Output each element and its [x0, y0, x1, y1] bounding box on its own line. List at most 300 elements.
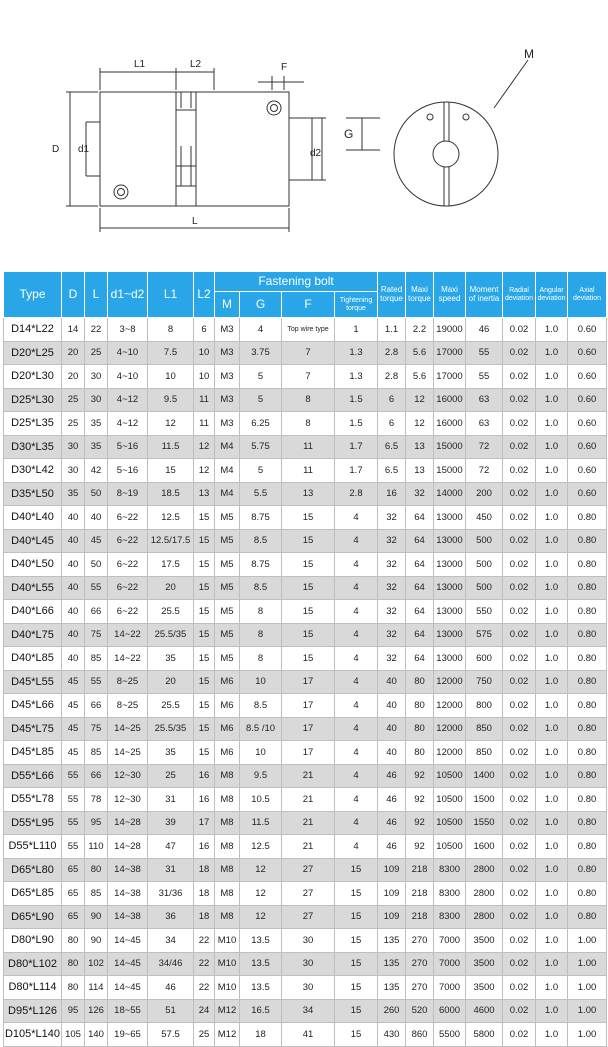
label-d2: d2 — [310, 148, 322, 159]
cell-radial-deviation: 0.02 — [503, 764, 536, 788]
cell-d1-d2: 6~22 — [108, 529, 148, 553]
cell-type: D55*L95 — [4, 811, 62, 835]
cell-L2: 15 — [194, 576, 215, 600]
cell-maxi-speed: 8300 — [434, 882, 466, 906]
cell-radial-deviation: 0.02 — [503, 741, 536, 765]
cell-maxi-torque: 12 — [406, 388, 434, 412]
cell-maxi-speed: 10500 — [434, 835, 466, 859]
cell-radial-deviation: 0.02 — [503, 459, 536, 483]
cell-angular-deviation: 1.0 — [536, 388, 568, 412]
cell-maxi-speed: 10500 — [434, 811, 466, 835]
cell-radial-deviation: 0.02 — [503, 553, 536, 577]
cell-L2: 15 — [194, 506, 215, 530]
cell-G: 8.5 — [240, 694, 282, 718]
cell-type: D80*L90 — [4, 929, 62, 953]
table-row — [4, 482, 607, 506]
cell-L: 78 — [85, 788, 108, 812]
cell-M: M8 — [215, 811, 240, 835]
cell-type: D105*L140 — [4, 1023, 62, 1047]
header-maxi-speed: Maxi speed — [434, 272, 466, 318]
cell-F: 21 — [282, 788, 335, 812]
header-axial-deviation: Axial deviation — [568, 272, 607, 318]
cell-angular-deviation: 1.0 — [536, 365, 568, 389]
cell-D: 40 — [62, 600, 85, 624]
cell-tightening-torque: 15 — [335, 1023, 378, 1047]
cell-d1-d2: 8~25 — [108, 694, 148, 718]
cell-d1-d2: 14~22 — [108, 623, 148, 647]
cell-rated-torque: 135 — [378, 952, 406, 976]
cell-L2: 6 — [194, 318, 215, 342]
cell-G: 5.5 — [240, 482, 282, 506]
cell-type: D30*L42 — [4, 459, 62, 483]
cell-angular-deviation: 1.0 — [536, 506, 568, 530]
cell-M: M8 — [215, 788, 240, 812]
table-row — [4, 600, 607, 624]
label-F: F — [281, 62, 288, 73]
cell-M: M6 — [215, 694, 240, 718]
header-radial-deviation: Radial deviation — [503, 272, 536, 318]
cell-maxi-torque: 860 — [406, 1023, 434, 1047]
cell-D: 14 — [62, 318, 85, 342]
cell-rated-torque: 6 — [378, 412, 406, 436]
cell-maxi-speed: 10500 — [434, 764, 466, 788]
cell-G: 5 — [240, 365, 282, 389]
cell-L2: 16 — [194, 764, 215, 788]
cell-moment-of-inertia: 2800 — [466, 858, 503, 882]
cell-D: 55 — [62, 811, 85, 835]
cell-maxi-torque: 64 — [406, 647, 434, 671]
cell-maxi-speed: 13000 — [434, 553, 466, 577]
cell-angular-deviation: 1.0 — [536, 576, 568, 600]
cell-type: D35*L50 — [4, 482, 62, 506]
cell-M: M6 — [215, 717, 240, 741]
cell-radial-deviation: 0.02 — [503, 576, 536, 600]
cell-L1: 17.5 — [148, 553, 194, 577]
cell-M: M3 — [215, 412, 240, 436]
cell-tightening-torque: 15 — [335, 976, 378, 1000]
cell-tightening-torque: 15 — [335, 952, 378, 976]
header-M: M — [215, 292, 240, 318]
cell-tightening-torque: 4 — [335, 553, 378, 577]
cell-L: 140 — [85, 1023, 108, 1047]
cell-F: Top wire type — [282, 318, 335, 342]
cell-radial-deviation: 0.02 — [503, 694, 536, 718]
cell-M: M12 — [215, 1023, 240, 1047]
cell-G: 8.75 — [240, 553, 282, 577]
cell-L: 110 — [85, 835, 108, 859]
cell-G: 18 — [240, 1023, 282, 1047]
cell-d1-d2: 5~16 — [108, 459, 148, 483]
header-tightening-torque: Tightening torque — [335, 292, 378, 318]
cell-L: 66 — [85, 600, 108, 624]
cell-axial-deviation: 0.80 — [568, 905, 607, 929]
cell-L1: 9.5 — [148, 388, 194, 412]
cell-radial-deviation: 0.02 — [503, 717, 536, 741]
cell-maxi-speed: 13000 — [434, 600, 466, 624]
cell-rated-torque: 109 — [378, 882, 406, 906]
cell-rated-torque: 16 — [378, 482, 406, 506]
cell-angular-deviation: 1.0 — [536, 788, 568, 812]
cell-type: D40*L45 — [4, 529, 62, 553]
cell-M: M5 — [215, 553, 240, 577]
cell-D: 25 — [62, 412, 85, 436]
cell-tightening-torque: 4 — [335, 694, 378, 718]
cell-radial-deviation: 0.02 — [503, 858, 536, 882]
header-d1-d2: d1~d2 — [108, 272, 148, 318]
cell-d1-d2: 6~22 — [108, 506, 148, 530]
cell-D: 80 — [62, 952, 85, 976]
table-row — [4, 553, 607, 577]
cell-maxi-speed: 17000 — [434, 341, 466, 365]
cell-L1: 31 — [148, 788, 194, 812]
cell-angular-deviation: 1.0 — [536, 553, 568, 577]
cell-angular-deviation: 1.0 — [536, 482, 568, 506]
cell-M: M3 — [215, 365, 240, 389]
cell-L1: 12.5/17.5 — [148, 529, 194, 553]
cell-type: D55*L78 — [4, 788, 62, 812]
table-row — [4, 365, 607, 389]
cell-L: 55 — [85, 576, 108, 600]
cell-maxi-speed: 13000 — [434, 506, 466, 530]
cell-moment-of-inertia: 450 — [466, 506, 503, 530]
cell-moment-of-inertia: 550 — [466, 600, 503, 624]
cell-maxi-torque: 13 — [406, 435, 434, 459]
cell-type: D80*L102 — [4, 952, 62, 976]
cell-tightening-torque: 4 — [335, 529, 378, 553]
cell-d1-d2: 14~38 — [108, 858, 148, 882]
cell-tightening-torque: 1 — [335, 318, 378, 342]
cell-radial-deviation: 0.02 — [503, 412, 536, 436]
table-row — [4, 952, 607, 976]
cell-G: 3.75 — [240, 341, 282, 365]
cell-axial-deviation: 1.00 — [568, 976, 607, 1000]
cell-d1-d2: 4~12 — [108, 388, 148, 412]
cell-maxi-torque: 270 — [406, 929, 434, 953]
cell-F: 30 — [282, 976, 335, 1000]
cell-L2: 22 — [194, 952, 215, 976]
table-row — [4, 788, 607, 812]
cell-radial-deviation: 0.02 — [503, 600, 536, 624]
cell-L2: 22 — [194, 976, 215, 1000]
cell-axial-deviation: 0.80 — [568, 576, 607, 600]
cell-rated-torque: 260 — [378, 999, 406, 1023]
cell-rated-torque: 430 — [378, 1023, 406, 1047]
cell-maxi-torque: 2.2 — [406, 318, 434, 342]
cell-L2: 15 — [194, 670, 215, 694]
table-row — [4, 882, 607, 906]
cell-L: 50 — [85, 553, 108, 577]
cell-F: 30 — [282, 929, 335, 953]
cell-moment-of-inertia: 750 — [466, 670, 503, 694]
cell-M: M5 — [215, 529, 240, 553]
cell-G: 11.5 — [240, 811, 282, 835]
cell-angular-deviation: 1.0 — [536, 459, 568, 483]
cell-moment-of-inertia: 850 — [466, 741, 503, 765]
cell-type: D25*L30 — [4, 388, 62, 412]
cell-L2: 22 — [194, 929, 215, 953]
cell-maxi-speed: 7000 — [434, 952, 466, 976]
cell-G: 4 — [240, 318, 282, 342]
cell-G: 12.5 — [240, 835, 282, 859]
cell-radial-deviation: 0.02 — [503, 482, 536, 506]
cell-radial-deviation: 0.02 — [503, 952, 536, 976]
cell-L: 22 — [85, 318, 108, 342]
cell-L1: 15 — [148, 459, 194, 483]
cell-type: D55*L110 — [4, 835, 62, 859]
cell-rated-torque: 46 — [378, 788, 406, 812]
cell-d1-d2: 14~45 — [108, 976, 148, 1000]
cell-moment-of-inertia: 2800 — [466, 905, 503, 929]
cell-L2: 25 — [194, 1023, 215, 1047]
label-G: G — [344, 127, 354, 141]
cell-axial-deviation: 0.80 — [568, 764, 607, 788]
table-row — [4, 647, 607, 671]
cell-type: D40*L75 — [4, 623, 62, 647]
cell-d1-d2: 14~45 — [108, 929, 148, 953]
cell-axial-deviation: 1.00 — [568, 999, 607, 1023]
cell-M: M8 — [215, 905, 240, 929]
cell-L2: 10 — [194, 365, 215, 389]
cell-moment-of-inertia: 63 — [466, 388, 503, 412]
cell-G: 6.25 — [240, 412, 282, 436]
cell-radial-deviation: 0.02 — [503, 905, 536, 929]
cell-G: 8 — [240, 623, 282, 647]
cell-radial-deviation: 0.02 — [503, 388, 536, 412]
cell-L1: 36 — [148, 905, 194, 929]
cell-maxi-torque: 64 — [406, 600, 434, 624]
cell-type: D40*L50 — [4, 553, 62, 577]
cell-radial-deviation: 0.02 — [503, 788, 536, 812]
cell-L: 35 — [85, 435, 108, 459]
cell-F: 27 — [282, 882, 335, 906]
cell-L: 30 — [85, 365, 108, 389]
cell-L2: 18 — [194, 882, 215, 906]
cell-maxi-torque: 218 — [406, 905, 434, 929]
cell-radial-deviation: 0.02 — [503, 365, 536, 389]
cell-M: M4 — [215, 435, 240, 459]
cell-axial-deviation: 0.80 — [568, 670, 607, 694]
cell-rated-torque: 6 — [378, 388, 406, 412]
cell-axial-deviation: 0.80 — [568, 717, 607, 741]
table-row — [4, 623, 607, 647]
cell-L: 85 — [85, 882, 108, 906]
cell-maxi-torque: 80 — [406, 717, 434, 741]
cell-moment-of-inertia: 3500 — [466, 929, 503, 953]
cell-moment-of-inertia: 2800 — [466, 882, 503, 906]
cell-rated-torque: 32 — [378, 623, 406, 647]
cell-axial-deviation: 0.80 — [568, 811, 607, 835]
cell-L2: 12 — [194, 435, 215, 459]
cell-radial-deviation: 0.02 — [503, 1023, 536, 1047]
cell-L: 30 — [85, 388, 108, 412]
cell-d1-d2: 18~55 — [108, 999, 148, 1023]
cell-maxi-speed: 14000 — [434, 482, 466, 506]
cell-M: M5 — [215, 576, 240, 600]
cell-radial-deviation: 0.02 — [503, 435, 536, 459]
cell-D: 80 — [62, 976, 85, 1000]
cell-D: 40 — [62, 529, 85, 553]
cell-angular-deviation: 1.0 — [536, 741, 568, 765]
cell-L2: 11 — [194, 412, 215, 436]
cell-M: M8 — [215, 882, 240, 906]
cell-F: 21 — [282, 811, 335, 835]
cell-moment-of-inertia: 46 — [466, 318, 503, 342]
cell-tightening-torque: 4 — [335, 835, 378, 859]
cell-d1-d2: 14~28 — [108, 835, 148, 859]
cell-M: M6 — [215, 741, 240, 765]
label-L2: L2 — [190, 59, 202, 70]
cell-F: 17 — [282, 694, 335, 718]
cell-D: 45 — [62, 741, 85, 765]
cell-maxi-torque: 64 — [406, 553, 434, 577]
label-d1: d1 — [78, 144, 90, 155]
cell-L1: 57.5 — [148, 1023, 194, 1047]
cell-L2: 16 — [194, 835, 215, 859]
cell-axial-deviation: 0.60 — [568, 412, 607, 436]
cell-maxi-speed: 16000 — [434, 412, 466, 436]
cell-M: M5 — [215, 623, 240, 647]
cell-d1-d2: 4~10 — [108, 341, 148, 365]
cell-rated-torque: 135 — [378, 976, 406, 1000]
cell-L1: 31 — [148, 858, 194, 882]
cell-F: 21 — [282, 764, 335, 788]
cell-d1-d2: 12~30 — [108, 764, 148, 788]
cell-L1: 34/46 — [148, 952, 194, 976]
cell-L2: 15 — [194, 694, 215, 718]
header-L1: L1 — [148, 272, 194, 318]
cell-L2: 11 — [194, 388, 215, 412]
cell-type: D14*L22 — [4, 318, 62, 342]
cell-D: 40 — [62, 647, 85, 671]
cell-axial-deviation: 0.80 — [568, 835, 607, 859]
cell-axial-deviation: 0.80 — [568, 623, 607, 647]
cell-maxi-torque: 520 — [406, 999, 434, 1023]
cell-rated-torque: 46 — [378, 835, 406, 859]
cell-type: D45*L66 — [4, 694, 62, 718]
cell-tightening-torque: 1.3 — [335, 365, 378, 389]
cell-maxi-torque: 13 — [406, 459, 434, 483]
cell-tightening-torque: 15 — [335, 929, 378, 953]
cell-L1: 35 — [148, 741, 194, 765]
cell-maxi-torque: 270 — [406, 976, 434, 1000]
cell-moment-of-inertia: 72 — [466, 459, 503, 483]
cell-rated-torque: 32 — [378, 576, 406, 600]
table-row — [4, 694, 607, 718]
cell-rated-torque: 32 — [378, 600, 406, 624]
cell-moment-of-inertia: 1550 — [466, 811, 503, 835]
label-D: D — [52, 144, 60, 155]
cell-d1-d2: 14~25 — [108, 717, 148, 741]
cell-angular-deviation: 1.0 — [536, 435, 568, 459]
cell-angular-deviation: 1.0 — [536, 529, 568, 553]
cell-F: 41 — [282, 1023, 335, 1047]
cell-F: 17 — [282, 670, 335, 694]
cell-M: M3 — [215, 318, 240, 342]
cell-type: D40*L85 — [4, 647, 62, 671]
cell-moment-of-inertia: 4600 — [466, 999, 503, 1023]
cell-angular-deviation: 1.0 — [536, 952, 568, 976]
cell-tightening-torque: 4 — [335, 788, 378, 812]
cell-tightening-torque: 4 — [335, 647, 378, 671]
cell-moment-of-inertia: 1600 — [466, 835, 503, 859]
cell-M: M10 — [215, 929, 240, 953]
cell-L1: 25 — [148, 764, 194, 788]
cell-M: M10 — [215, 952, 240, 976]
cell-L1: 20 — [148, 576, 194, 600]
cell-moment-of-inertia: 575 — [466, 623, 503, 647]
header-maxi-torque: Maxi torque — [406, 272, 434, 318]
cell-angular-deviation: 1.0 — [536, 412, 568, 436]
cell-tightening-torque: 1.7 — [335, 459, 378, 483]
cell-D: 95 — [62, 999, 85, 1023]
header-fastening-bolt: Fastening bolt — [215, 272, 378, 292]
cell-moment-of-inertia: 5800 — [466, 1023, 503, 1047]
cell-angular-deviation: 1.0 — [536, 647, 568, 671]
cell-L2: 18 — [194, 858, 215, 882]
table-row — [4, 670, 607, 694]
cell-maxi-speed: 6000 — [434, 999, 466, 1023]
cell-F: 27 — [282, 858, 335, 882]
cell-rated-torque: 40 — [378, 670, 406, 694]
cell-tightening-torque: 1.3 — [335, 341, 378, 365]
cell-maxi-speed: 15000 — [434, 435, 466, 459]
cell-axial-deviation: 0.60 — [568, 388, 607, 412]
cell-M: M5 — [215, 506, 240, 530]
cell-L1: 20 — [148, 670, 194, 694]
cell-d1-d2: 3~8 — [108, 318, 148, 342]
cell-D: 40 — [62, 576, 85, 600]
cell-L1: 10 — [148, 365, 194, 389]
cell-angular-deviation: 1.0 — [536, 905, 568, 929]
cell-L1: 7.5 — [148, 341, 194, 365]
cell-moment-of-inertia: 500 — [466, 553, 503, 577]
cell-maxi-speed: 13000 — [434, 623, 466, 647]
cell-radial-deviation: 0.02 — [503, 999, 536, 1023]
cell-maxi-torque: 80 — [406, 741, 434, 765]
cell-axial-deviation: 0.60 — [568, 318, 607, 342]
cell-L1: 12 — [148, 412, 194, 436]
cell-rated-torque: 2.8 — [378, 341, 406, 365]
cell-radial-deviation: 0.02 — [503, 623, 536, 647]
cell-D: 35 — [62, 482, 85, 506]
cell-L: 45 — [85, 529, 108, 553]
cell-G: 5 — [240, 459, 282, 483]
cell-moment-of-inertia: 63 — [466, 412, 503, 436]
cell-d1-d2: 14~25 — [108, 741, 148, 765]
cell-maxi-speed: 12000 — [434, 717, 466, 741]
cell-moment-of-inertia: 800 — [466, 694, 503, 718]
cell-L: 80 — [85, 858, 108, 882]
cell-L1: 11.5 — [148, 435, 194, 459]
cell-L1: 34 — [148, 929, 194, 953]
cell-d1-d2: 14~45 — [108, 952, 148, 976]
cell-type: D40*L66 — [4, 600, 62, 624]
cell-L: 90 — [85, 929, 108, 953]
cell-rated-torque: 40 — [378, 717, 406, 741]
cell-d1-d2: 14~28 — [108, 811, 148, 835]
cell-L: 95 — [85, 811, 108, 835]
cell-L2: 15 — [194, 647, 215, 671]
cell-tightening-torque: 4 — [335, 623, 378, 647]
cell-D: 45 — [62, 670, 85, 694]
cell-G: 9.5 — [240, 764, 282, 788]
table-row — [4, 929, 607, 953]
cell-L2: 10 — [194, 341, 215, 365]
cell-d1-d2: 14~38 — [108, 882, 148, 906]
cell-angular-deviation: 1.0 — [536, 858, 568, 882]
cell-d1-d2: 14~38 — [108, 905, 148, 929]
cell-L: 75 — [85, 623, 108, 647]
